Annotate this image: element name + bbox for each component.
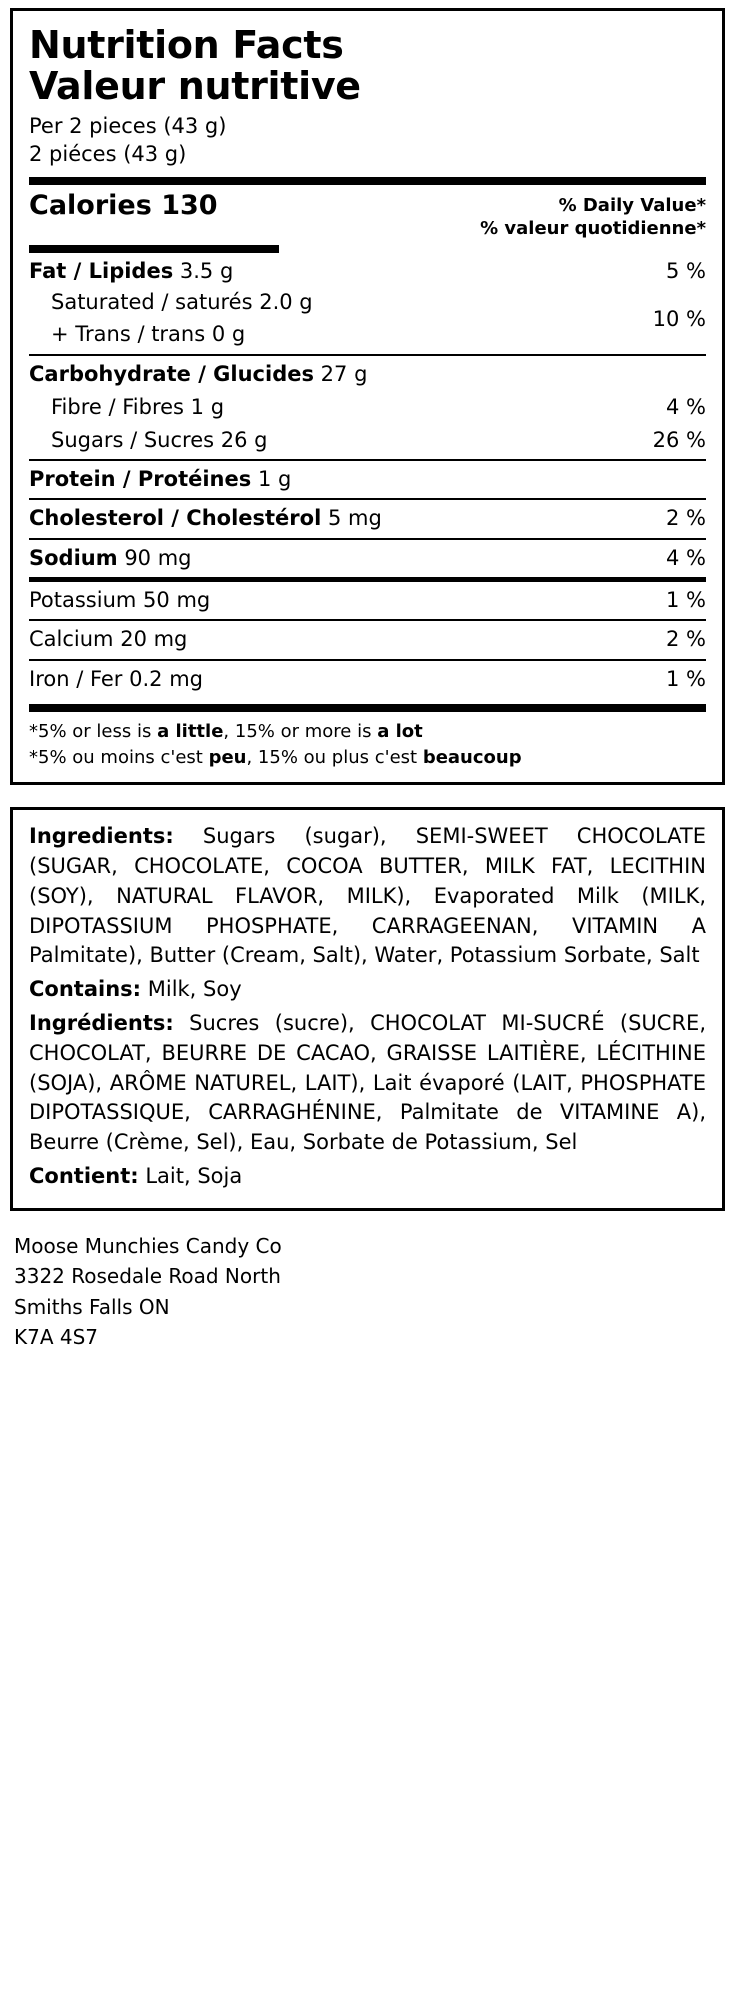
fibre-amount: 1 g: [190, 394, 225, 419]
protein-label-amount: [29, 466, 706, 493]
carbohydrate-label-amount: [29, 361, 706, 388]
sugars-dv: 26 %: [652, 427, 706, 452]
ingredients-fr: [29, 1009, 706, 1158]
carbohydrate-amount: 27 g: [320, 362, 368, 387]
saturated-trans-group: [29, 285, 706, 354]
footnote-en: [29, 712, 706, 745]
iron-label-amount: [29, 666, 666, 693]
fibre-label-amount: [29, 394, 666, 421]
daily-value-header-fr: % valeur quotidienne*: [480, 218, 706, 240]
footnote-fr: [29, 745, 706, 771]
daily-value-header-en: % Daily Value*: [558, 194, 706, 216]
sodium-label: Sodium: [29, 545, 118, 570]
trans-amount: 0 g: [211, 321, 246, 346]
trans-label: + Trans / trans: [51, 321, 206, 346]
contains-en: [29, 975, 706, 1005]
divider-thick-bottom: [29, 704, 706, 712]
sodium-amount: 90 mg: [124, 545, 192, 570]
calcium-label: Calcium: [29, 627, 114, 652]
cholesterol-label: Cholesterol / Cholestérol: [29, 506, 322, 531]
fibre-dv: 4 %: [666, 394, 706, 419]
potassium-row: [29, 582, 706, 619]
footnote-en-mid: , 15% or more is: [223, 720, 378, 742]
ingredients-label-en: Ingredients:: [29, 824, 174, 849]
saturated-trans-labels: [29, 287, 313, 350]
nutrition-facts-panel: [10, 8, 725, 785]
potassium-label: Potassium: [29, 588, 137, 613]
footnote-en-pre: *5% or less is: [29, 720, 158, 742]
fat-row: [29, 253, 706, 285]
saturated-amount: 2.0 g: [259, 290, 313, 315]
carbohydrate-row: [29, 356, 706, 393]
address-line-3: Smiths Falls ON: [14, 1294, 170, 1319]
fat-amount: 3.5 g: [179, 259, 234, 283]
trans-row: [29, 319, 313, 351]
calcium-amount: 20 mg: [120, 627, 188, 652]
saturated-row: [29, 287, 313, 319]
contains-label-en: Contains:: [29, 977, 142, 1002]
sodium-label-amount: [29, 545, 666, 572]
fat-label-amount: [29, 258, 666, 285]
footnote-fr-beaucoup: beaucoup: [422, 746, 522, 768]
saturated-trans-dv: 10 %: [652, 306, 706, 331]
contains-text-en: Milk, Soy: [147, 977, 242, 1002]
potassium-dv: 1 %: [666, 588, 706, 613]
serving-size-en: Per 2 pieces (43 g): [29, 114, 227, 139]
address-line-2: 3322 Rosedale Road North: [14, 1264, 281, 1289]
iron-dv: 1 %: [666, 666, 706, 691]
calories-row: [29, 185, 706, 246]
cholesterol-row: [29, 500, 706, 537]
nutrition-facts-title-en: Nutrition Facts: [29, 23, 344, 67]
potassium-amount: 50 mg: [143, 588, 211, 613]
sugars-label-amount: [29, 427, 653, 454]
iron-row: [29, 661, 706, 698]
protein-amount: 1 g: [257, 467, 292, 492]
sugars-row: [29, 424, 706, 459]
sugars-amount: 26 g: [220, 427, 268, 452]
contains-label-fr: Contient:: [29, 1164, 139, 1188]
divider-partial-calories: [29, 245, 279, 253]
divider-thick-top: [29, 177, 706, 185]
sugars-label: Sugars / Sucres: [51, 427, 215, 452]
protein-row: [29, 461, 706, 498]
cholesterol-dv: 2 %: [666, 506, 706, 531]
calcium-dv: 2 %: [666, 627, 706, 652]
ingredients-panel: [10, 807, 725, 1211]
fat-label: Fat / Lipides: [29, 259, 174, 283]
nutrition-facts-title-fr: Valeur nutritive: [29, 64, 361, 109]
ingredients-text-fr: Sucres (sucre), CHOCOLAT MI-SUCRÉ (SUCRE, CHOCOLAT, BEURRE DE CACAO, GRAISSE LAITIÈRE, LÉCITHINE (SOJA), ARÔME NATUREL, LAIT), Lait évaporé (LAIT, PHOSPHATE DIPOTASSIQUE, CARRAGHÉNINE, Palmitate de VITAMINE A), Beurre (Crème, Sel), Eau, Sorbate de Potassium, Sel: [29, 1010, 706, 1155]
footnote-en-alot: a lot: [377, 720, 423, 742]
ingredients-en: [29, 822, 706, 971]
saturated-label: Saturated / saturés: [51, 290, 253, 315]
footnote-fr-pre: *5% ou moins c'est: [29, 746, 209, 768]
calcium-label-amount: [29, 626, 666, 653]
calcium-row: [29, 621, 706, 658]
contains-text-fr: Lait, Soja: [145, 1164, 243, 1188]
daily-value-header: [480, 190, 706, 242]
calories-label: Calories 130: [29, 189, 218, 221]
address-line-1: Moose Munchies Candy Co: [14, 1233, 282, 1258]
potassium-label-amount: [29, 587, 666, 614]
protein-label: Protein / Protéines: [29, 467, 252, 492]
carbohydrate-label: Carbohydrate / Glucides: [29, 362, 314, 387]
cholesterol-label-amount: [29, 505, 666, 532]
fibre-row: [29, 394, 706, 424]
fat-dv: 5 %: [666, 259, 706, 283]
sodium-row: [29, 540, 706, 577]
footnote-fr-mid: , 15% ou plus c'est: [246, 746, 423, 768]
contains-fr: [29, 1162, 706, 1192]
company-address: [10, 1231, 725, 1353]
ingredients-label-fr: Ingrédients:: [29, 1010, 174, 1035]
iron-amount: 0.2 mg: [129, 666, 203, 691]
iron-label: Iron / Fer: [29, 666, 123, 691]
fibre-label: Fibre / Fibres: [51, 394, 184, 419]
address-line-4: K7A 4S7: [14, 1324, 99, 1349]
ingredients-text-en: Sugars (sugar), SEMI-SWEET CHOCOLATE (SUGAR, CHOCOLATE, COCOA BUTTER, MILK FAT, LECITHIN (SOY), NATURAL FLAVOR, MILK), Evaporated Milk (MILK, DIPOTASSIUM PHOSPHATE, CARRAGEENAN, VITAMIN A Palmitate), Butter (Cream, Salt), Water, Potassium Sorbate, Salt: [29, 824, 706, 968]
footnote-fr-peu: peu: [208, 746, 247, 768]
footnote-en-little: a little: [157, 720, 224, 742]
serving-size-fr: 2 piéces (43 g): [29, 141, 187, 166]
sodium-dv: 4 %: [666, 545, 706, 570]
cholesterol-amount: 5 mg: [327, 506, 382, 531]
